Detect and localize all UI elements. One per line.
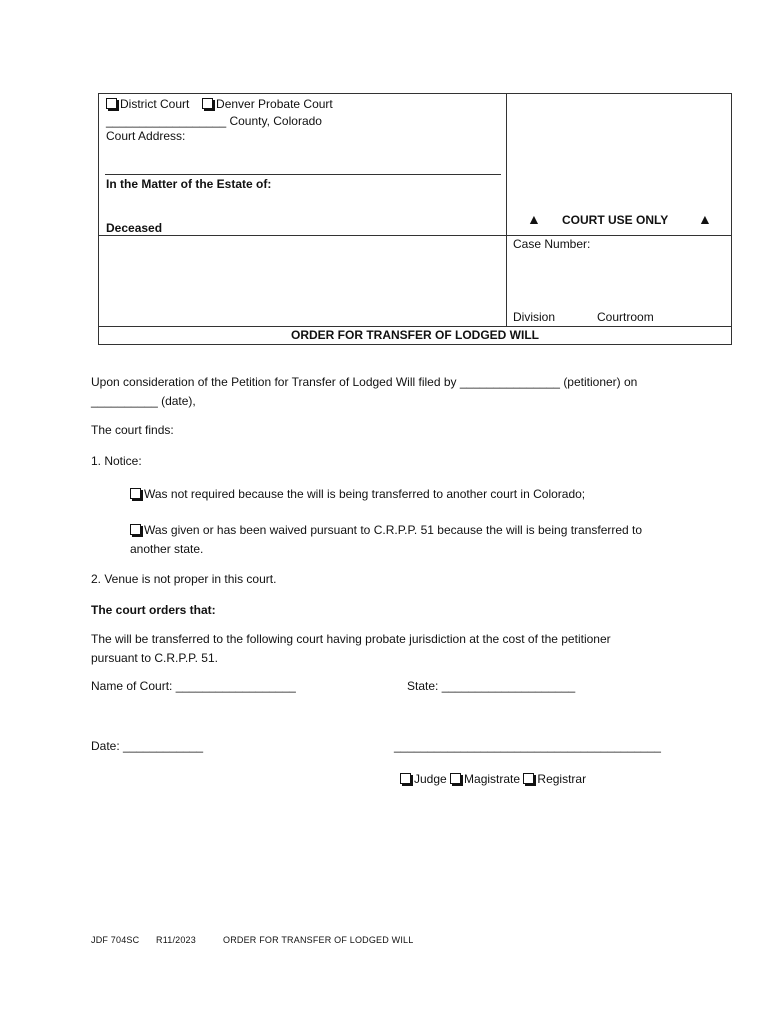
magistrate-checkbox[interactable] [450, 773, 461, 784]
case-number-label: Case Number: [513, 237, 591, 251]
name-of-court-field[interactable]: Name of Court: __________________ [91, 679, 296, 693]
signature-line[interactable]: ________________________________________ [394, 739, 661, 753]
registrar-label: Registrar [537, 772, 587, 786]
notice-option-2-cont: another state. [130, 542, 204, 556]
magistrate-label: Magistrate [464, 772, 521, 786]
date-field[interactable]: Date: ____________ [91, 739, 204, 753]
deceased-label: Deceased [106, 221, 163, 235]
court-finds-label: The court finds: [91, 423, 174, 437]
triangle-left-icon: ▲ [527, 211, 541, 227]
county-line: __________________ County, Colorado [106, 114, 322, 128]
judge-label: Judge [414, 772, 447, 786]
title-divider [98, 326, 732, 327]
courtroom-label: Courtroom [597, 310, 654, 324]
transfer-line-1: The will be transferred to the following court having probate jurisdiction at the cost of the petitioner [91, 632, 611, 646]
caption-divider [506, 93, 507, 326]
triangle-right-icon: ▲ [698, 211, 712, 227]
registrar-checkbox[interactable] [523, 773, 534, 784]
venue-item: 2. Venue is not proper in this court. [91, 572, 277, 586]
case-divider [98, 235, 732, 236]
denver-probate-checkbox[interactable] [202, 98, 213, 109]
notice-heading: 1. Notice: [91, 454, 142, 468]
court-type-row [106, 97, 333, 111]
denver-probate-label: Denver Probate Court [216, 97, 333, 111]
division-label: Division [513, 310, 556, 324]
notice-option-1 [130, 487, 585, 501]
transfer-line-2: pursuant to C.R.P.P. 51. [91, 651, 218, 665]
notice-not-required-checkbox[interactable] [130, 488, 141, 499]
petition-line-2: __________ (date), [91, 394, 196, 408]
footer-form-title: ORDER FOR TRANSFER OF LODGED WILL [223, 935, 414, 945]
notice-option-2 [130, 523, 642, 537]
estate-of-label: In the Matter of the Estate of: [106, 177, 272, 191]
district-court-checkbox[interactable] [106, 98, 117, 109]
notice-option-2-text: Was given or has been waived pursuant to C.R.P.P. 51 because the will is being transferred to [144, 523, 643, 537]
matter-divider [105, 174, 501, 175]
notice-waived-checkbox[interactable] [130, 524, 141, 535]
footer-revision: R11/2023 [156, 935, 196, 945]
state-field[interactable]: State: ____________________ [407, 679, 576, 693]
form-title: ORDER FOR TRANSFER OF LODGED WILL [291, 328, 539, 342]
judge-checkbox[interactable] [400, 773, 411, 784]
notice-option-1-text: Was not required because the will is being transferred to another court in Colorado; [144, 487, 586, 501]
court-orders-heading: The court orders that: [91, 603, 216, 617]
officer-type-row [400, 772, 586, 786]
district-court-label: District Court [120, 97, 190, 111]
petition-line-1: Upon consideration of the Petition for Transfer of Lodged Will filed by _______________ (petitioner) on [91, 375, 638, 389]
court-address-label: Court Address: [106, 129, 186, 143]
footer-form-id: JDF 704SC [91, 935, 140, 945]
court-use-only-label: COURT USE ONLY [562, 213, 669, 227]
